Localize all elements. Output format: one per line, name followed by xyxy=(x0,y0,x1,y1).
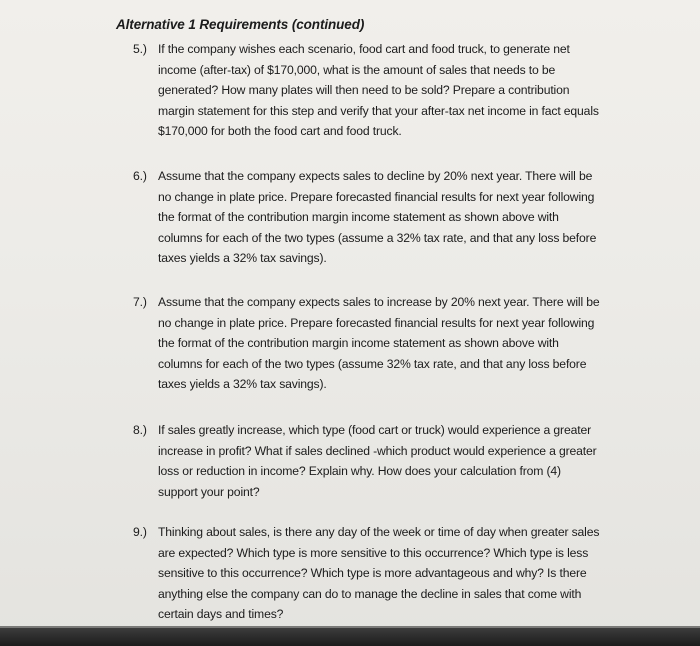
bottom-dark-edge xyxy=(0,628,700,646)
item-number: 6.) xyxy=(133,169,147,183)
item-number: 8.) xyxy=(133,423,147,437)
requirement-item-8 xyxy=(133,420,603,502)
item-number: 9.) xyxy=(133,525,147,539)
section-heading: Alternative 1 Requirements (continued) xyxy=(116,17,365,32)
item-text: Assume that the company expects sales to increase by 20% next year. There will be no change in plate price. Prepare forecasted financial results for next year following the format of the contribution margin income statement as shown above with columns for each of the two types (assume 32% tax rate, and that any loss before taxes yields a 32% tax savings). xyxy=(158,295,600,391)
requirement-item-6 xyxy=(133,166,603,269)
item-text: If the company wishes each scenario, food cart and food truck, to generate net income (after-tax) of $170,000, what is the amount of sales that needs to be generated? How many plates will then need to be sold? Prepare a contribution margin statement for this step and verify that your after-tax net income in fact equals $170,000 for both the food cart and food truck. xyxy=(158,42,599,138)
requirement-item-9 xyxy=(133,522,603,625)
item-text: Thinking about sales, is there any day of the week or time of day when greater sales are expected? Which type is more sensitive to this occurrence? Which type is less sensitive to this occurrence? Which type is more advantageous and why? Is there anything else the company can do to manage the decline in sales that come with certain days and times? xyxy=(158,525,600,621)
requirement-item-7 xyxy=(133,292,603,395)
requirement-item-5 xyxy=(133,39,603,142)
item-number: 7.) xyxy=(133,295,147,309)
item-text: Assume that the company expects sales to decline by 20% next year. There will be no change in plate price. Prepare forecasted financial results for next year following the format of the contribution margin income statement as shown above with columns for each of the two types (assume a 32% tax rate, and that any loss before taxes yields a 32% tax savings). xyxy=(158,169,597,265)
item-number: 5.) xyxy=(133,42,147,56)
item-text: If sales greatly increase, which type (food cart or truck) would experience a greater increase in profit? What if sales declined -which product would experience a greater loss or reduction in income? Explain why. How does your calculation from (4) support your point? xyxy=(158,423,597,499)
